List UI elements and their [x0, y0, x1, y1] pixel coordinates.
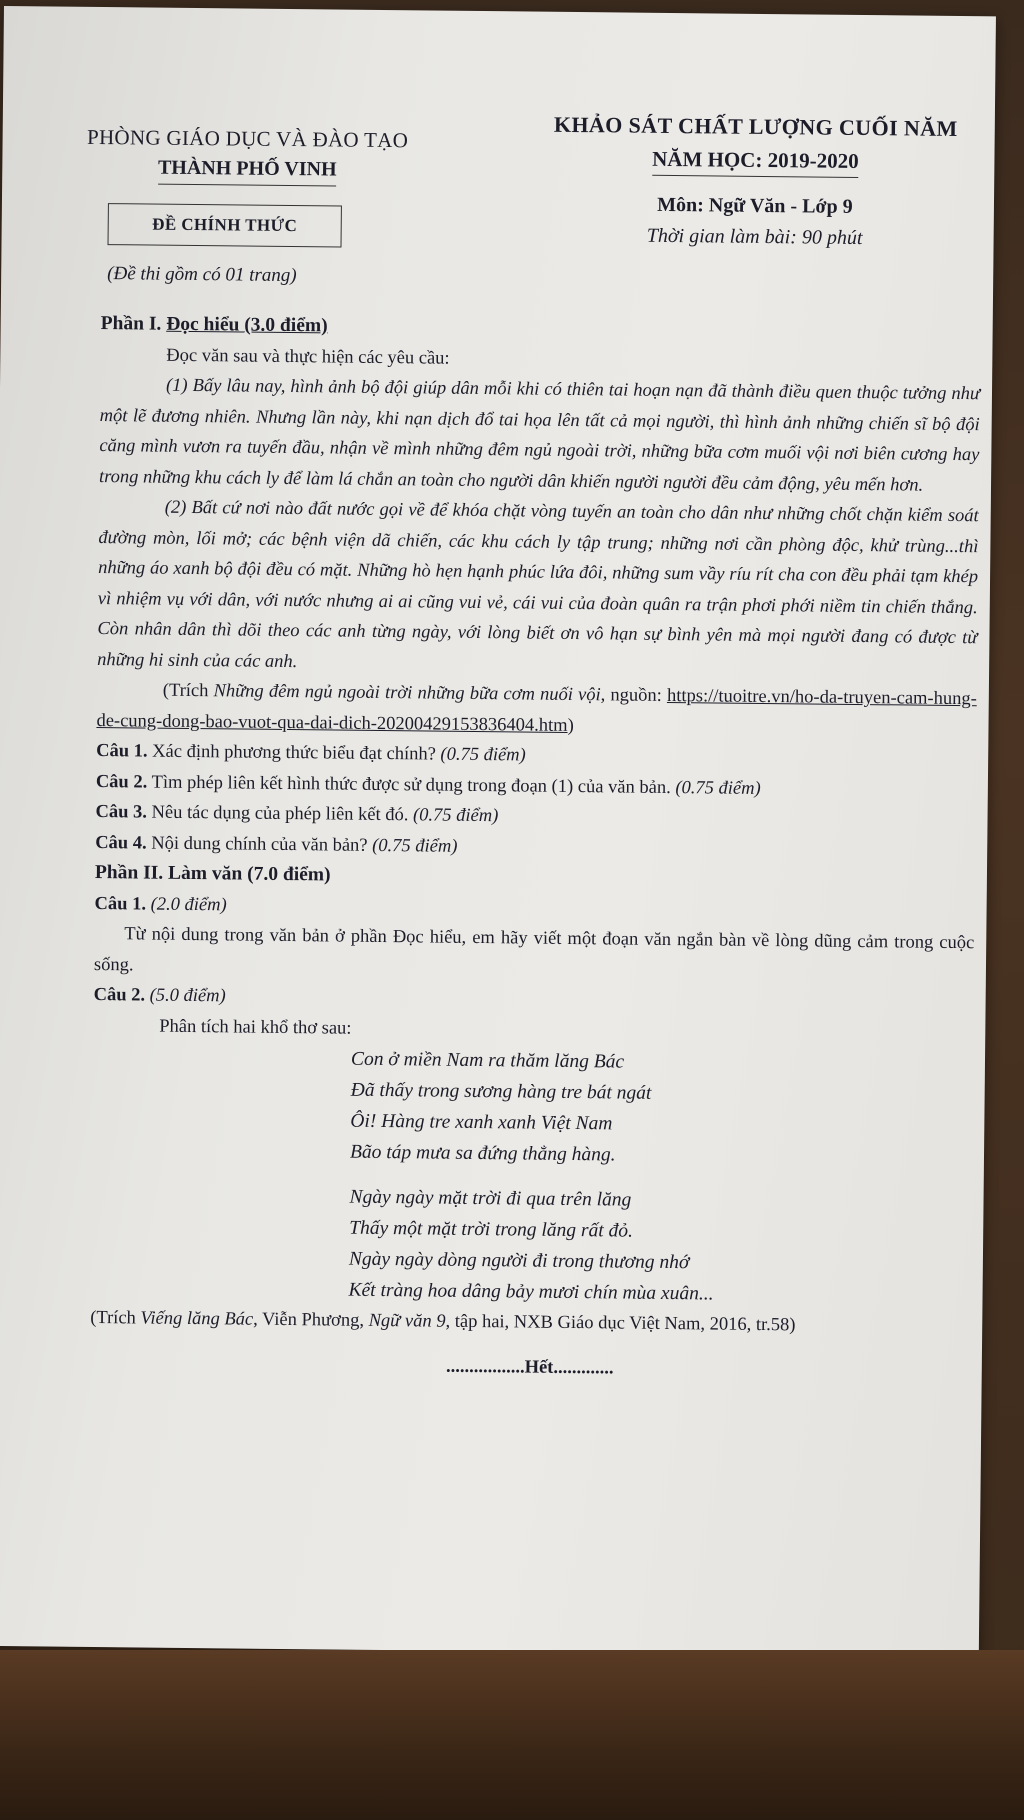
subject: Môn: Ngữ Văn - Lớp 9	[657, 193, 853, 218]
city-name: THÀNH PHỐ VINH	[158, 157, 337, 187]
header-left	[72, 125, 423, 188]
exam-paper	[0, 6, 996, 1656]
question-label: Câu 1.	[96, 741, 148, 762]
question-label: Câu 1.	[94, 893, 147, 915]
poem-source-prefix: (Trích	[90, 1307, 141, 1329]
poem-line: Thấy một mặt trời trong lăng rất đỏ.	[349, 1217, 634, 1242]
question-points: (0.75 điểm)	[372, 835, 458, 857]
question-label: Câu 2.	[93, 984, 146, 1006]
poem-source-mid: , Viễn Phương,	[253, 1309, 369, 1331]
question-label: Câu 2.	[95, 771, 148, 793]
department-name: PHÒNG GIÁO DỤC VÀ ĐÀO TẠO	[86, 124, 409, 153]
source-suffix: )	[567, 715, 574, 736]
question-text: Nêu tác dụng của phép liên kết đó.	[146, 802, 414, 826]
question-points: (0.75 điểm)	[412, 805, 499, 827]
source-prefix: (Trích	[162, 680, 214, 702]
official-label: ĐỀ CHÍNH THỨC	[152, 214, 298, 236]
source-title: Những đêm ngủ ngoài trời những bữa cơm nuối vội	[213, 681, 601, 706]
question-points: (0.75 điểm)	[440, 744, 526, 766]
question-label: Câu 3.	[95, 802, 148, 823]
question-points: (5.0 điểm)	[144, 985, 226, 1007]
source-mid: , nguồn:	[600, 685, 668, 706]
poem-line: Kết tràng hoa dâng bảy mươi chín mùa xuân...	[348, 1279, 714, 1305]
table-surface	[0, 1650, 1024, 1820]
poem-line: Ngày ngày dòng người đi trong thương nhớ	[348, 1248, 690, 1274]
question-label: Câu 4.	[95, 832, 147, 854]
source-link[interactable]: https://tuoitre.vn/ho-da-truyen-cam-hung-de-cung-dong-bao-vuot-qua-dai-dich-20200429153836404.htm	[96, 685, 977, 736]
official-stamp-box	[108, 203, 342, 247]
part1-instruction: Đọc văn sau và thực hiện các yêu cầu:	[166, 345, 450, 369]
part2-title: Phần II. Làm văn (7.0 điểm)	[94, 862, 331, 886]
question-text: Tìm phép liên kết hình thức được sử dụng trong đoạn (1) của văn bản.	[147, 772, 676, 798]
passage-paragraph-2: (2) Bất cứ nơi nào đất nước gọi về để khóa chặt vòng tuyến an toàn cho dân như những chốt chặn kiểm soát đường mòn, lối mở; các bệnh viện dã chiến, các khu cách ly tập trung; những nơi cần phòng độc, khử trùng...thì những áo xanh bộ đội đều có mặt. Những hò hẹn hạnh phúc lứa đôi, những sum vầy ríu rít cha con đều phải tạm khép vì nhiệm vụ với dân, với nước nhưng ai ai cũng vui vẻ, cái vui của đoàn quân ra trận phơi phới niềm tin chiến thắng. Còn nhân dân thì dõi theo các anh từng ngày, với lòng biết ơn vô hạn sự bình yên mà mọi người đang có được từ những hi sinh của các anh.	[97, 497, 979, 672]
poem-line: Con ở miền Nam ra thăm lăng Bác	[350, 1048, 625, 1073]
passage-paragraph-1: (1) Bấy lâu nay, hình ảnh bộ đội giúp dân mỗi khi có thiên tai hoạn nạn đã thành điều quen thuộc tưởng như một lẽ đương nhiên. Nhưng lần này, khi nạn dịch đổ tai họa lên tất cả mọi người, thì hình ảnh những chiến sĩ bộ đội căng mình vươn ra tuyến đầu, nhận về mình những đêm ngủ ngoài trời, những bữa cơm muối vội nơi biên cương hay trong những khu cách ly để làm lá chắn an toàn cho người dân khiến người người đều cảm động, yêu mến hơn.	[98, 375, 981, 496]
poem-source-title: Viếng lăng Bác	[140, 1308, 254, 1330]
school-year: NĂM HỌC: 2019-2020	[652, 147, 859, 178]
header-right	[530, 112, 981, 252]
poem-line: Đã thấy trong sương hàng tre bát ngát	[350, 1079, 652, 1104]
part2-question-2-instruction: Phân tích hai khổ thơ sau:	[159, 1016, 352, 1039]
part2-question-1-text: Từ nội dung trong văn bản ở phần Đọc hiểu, em hãy viết một đoạn văn ngắn bàn về lòng dũng cảm trong cuộc sống.	[93, 924, 975, 975]
passage-source	[96, 675, 977, 745]
exam-body	[90, 309, 981, 1387]
poem-line: Ôi! Hàng tre xanh xanh Việt Nam	[350, 1110, 613, 1135]
question-points: (2.0 điểm)	[145, 894, 227, 915]
poem-source-book: Ngữ văn 9	[368, 1310, 446, 1332]
part1-title-prefix: Phần I.	[100, 313, 167, 335]
end-marker: .................Hết.............	[445, 1356, 614, 1378]
poem-line: Bão táp mưa sa đứng thẳng hàng.	[349, 1141, 616, 1166]
poem	[348, 1044, 973, 1312]
question-points: (0.75 điểm)	[675, 777, 761, 799]
question-text: Nội dung chính của văn bản?	[146, 833, 373, 856]
poem-source-suffix: , tập hai, NXB Giáo dục Việt Nam, 2016, tr.58)	[445, 1311, 796, 1336]
exam-time: Thời gian làm bài: 90 phút	[646, 224, 863, 250]
pages-note: (Đề thi gồm có 01 trang)	[107, 263, 297, 287]
poem-line: Ngày ngày mặt trời đi qua trên lăng	[349, 1186, 632, 1211]
part1-title-main: Đọc hiểu (3.0 điểm)	[166, 313, 328, 337]
question-text: Xác định phương thức biểu đạt chính?	[147, 741, 441, 765]
exam-title: KHẢO SÁT CHẤT LƯỢNG CUỐI NĂM	[553, 111, 958, 141]
